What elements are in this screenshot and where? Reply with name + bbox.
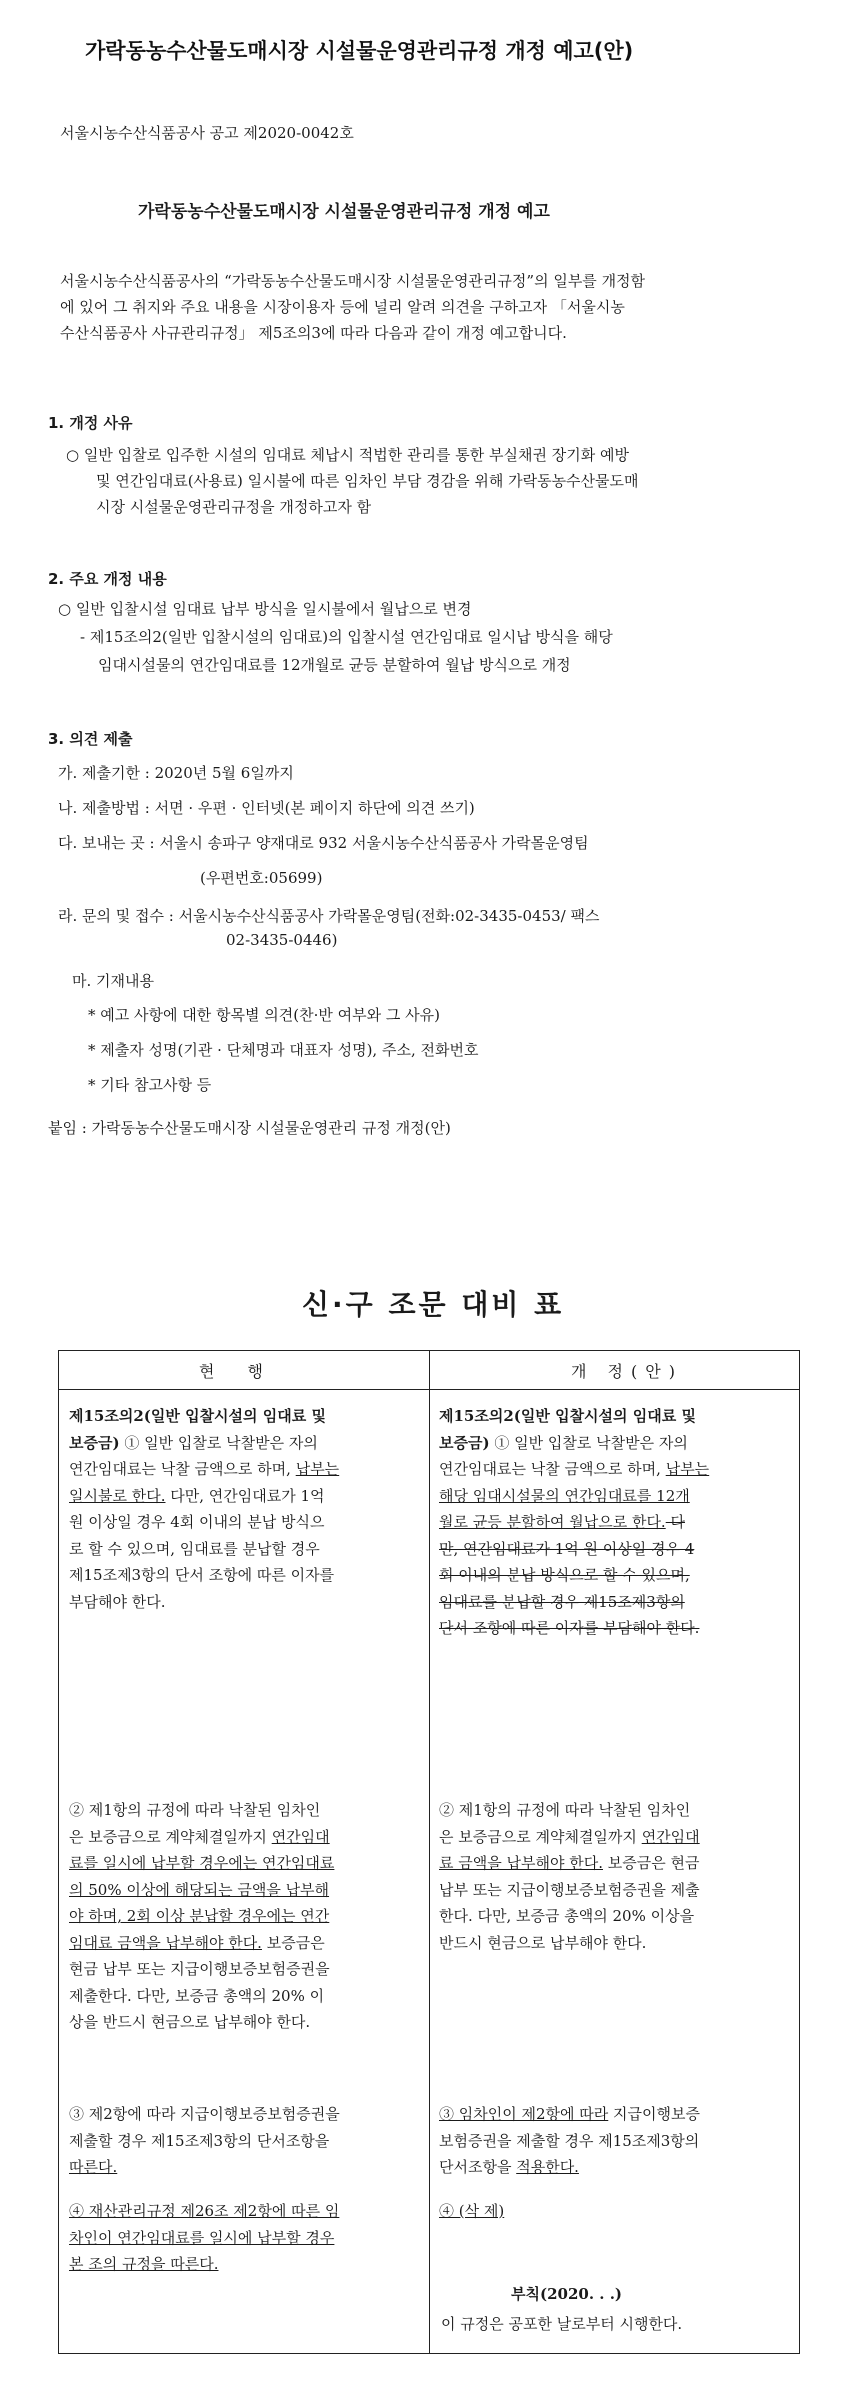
revised-column-header: 개 정(안) (571, 1362, 683, 1381)
section-2-line-3: 임대시설물의 연간임대료를 12개월로 균등 분할하여 월납 방식으로 개정 (98, 656, 571, 674)
section-2-heading: 2. 주요 개정 내용 (48, 570, 167, 588)
addendum-title: 부칙(2020. . .) (511, 2285, 623, 2303)
section-2-line-1: ○ 일반 입찰시설 임대료 납부 방식을 일시불에서 월납으로 변경 (58, 600, 472, 618)
revised-article-para-3: ③ 임차인이 제2항에 따라 지급이행보증 보험증권을 제출할 경우 제15조제3항의 단서조항을 적용한다. (439, 2105, 700, 2176)
opinion-method: 나. 제출방법 : 서면 · 우편 · 인터넷(본 페이지 하단에 의견 쓰기) (58, 799, 475, 817)
current-article-para-4: ④ 재산관리규정 제26조 제2항에 따른 임 차인이 연간임대료를 일시에 납부할 경우 본 조의 규정을 따른다. (69, 2202, 340, 2273)
opinion-fax: 02-3435-0446) (226, 931, 338, 949)
intro-line-2: 에 있어 그 취지와 주요 내용을 시장이용자 등에 널리 알려 의견을 구하고자 「서울시농 (60, 298, 625, 316)
section-1-line-2: 및 연간임대료(사용료) 일시불에 따른 임차인 부담 경감을 위해 가락동농수산물도매 (96, 472, 639, 490)
header-divider (59, 1389, 799, 1390)
opinion-contact: 라. 문의 및 접수 : 서울시농수산식품공사 가락몰운영팀(전화:02-3435-0453/ 팩스 (58, 907, 600, 925)
notice-number: 서울시농수산식품공사 공고 제2020-0042호 (60, 124, 354, 142)
comparison-title: 신·구 조문 대비 표 (302, 1288, 565, 1321)
opinion-deadline: 가. 제출기한 : 2020년 5월 6일까지 (58, 764, 294, 782)
current-article-para-2: ② 제1항의 규정에 따라 낙찰된 임차인 은 보증금으로 계약체결일까지 연간임대 료를 일시에 납부할 경우에는 연간임대료 의 50% 이상에 해당되는 금액을 납부해 야 하며, 2회 이상 분납할 경우에는 연간 임대료 금액을 납부해야 한다. 보증금은 현금 납부 또는 지급이행보증보험증권을 제출한다. 다만, 보증금 총액의 20% 이 상을 반드시 현금으로 납부해야 한다. (69, 1801, 335, 2031)
comparison-table (58, 1350, 800, 2354)
opinion-content-heading: 마. 기재내용 (72, 972, 154, 990)
column-divider (429, 1351, 430, 2353)
current-column-header: 현 행 (199, 1362, 277, 1381)
content-bullet-3: * 기타 참고사항 등 (88, 1076, 212, 1094)
revised-article-para-2: ② 제1항의 규정에 따라 낙찰된 임차인 은 보증금으로 계약체결일까지 연간임대 료 금액을 납부해야 한다. 보증금은 현금 납부 또는 지급이행보증보험증권을 제출 한다. 다만, 보증금 총액의 20% 이상을 반드시 현금으로 납부해야 한다. (439, 1801, 700, 1952)
page-title: 가락동농수산물도매시장 시설물운영관리규정 개정 예고(안) (85, 39, 634, 63)
notice-subtitle: 가락동농수산물도매시장 시설물운영관리규정 개정 예고 (138, 202, 550, 222)
intro-line-1: 서울시농수산식품공사의 “가락동농수산물도매시장 시설물운영관리규정”의 일부를 개정함 (60, 272, 646, 290)
attachment-line: 붙임 : 가락동농수산물도매시장 시설물운영관리 규정 개정(안) (48, 1119, 451, 1137)
opinion-postcode: (우편번호:05699) (200, 869, 323, 887)
content-bullet-1: * 예고 사항에 대한 항목별 의견(찬·반 여부와 그 사유) (88, 1006, 440, 1024)
revised-article-para-4-deleted: ④ (삭 제) (439, 2202, 505, 2220)
section-1-line-3: 시장 시설물운영관리규정을 개정하고자 함 (96, 498, 372, 516)
content-bullet-2: * 제출자 성명(기관 · 단체명과 대표자 성명), 주소, 전화번호 (88, 1041, 479, 1059)
current-article-para-3: ③ 제2항에 따라 지급이행보증보험증권을 제출할 경우 제15조제3항의 단서조항을 따른다. (69, 2105, 340, 2176)
section-3-heading: 3. 의견 제출 (48, 730, 133, 748)
section-2-line-2: - 제15조의2(일반 입찰시설의 임대료)의 입찰시설 연간임대료 일시납 방식을 해당 (80, 628, 613, 646)
addendum-text: 이 규정은 공포한 날로부터 시행한다. (441, 2315, 683, 2333)
section-1-line-1: ○ 일반 입찰로 입주한 시설의 임대료 체납시 적법한 관리를 통한 부실채권 장기화 예방 (66, 446, 629, 464)
intro-line-3: 수산식품공사 사규관리규정」 제5조의3에 따라 다음과 같이 개정 예고합니다. (60, 324, 567, 342)
section-1-heading: 1. 개정 사유 (48, 414, 133, 432)
current-article-para-1: 제15조의2(일반 입찰시설의 임대료 및 보증금) ① 일반 입찰로 낙찰받은 자의 연간임대료는 낙찰 금액으로 하며, 납부는 일시불로 한다. 다만, 연간임대료가 1억 원 이상일 경우 4회 이내의 분납 방식으 로 할 수 있으며, 임대료를 분납할 경우 제15조제3항의 단서 조항에 따른 이자를 부담해야 한다. (69, 1407, 340, 1611)
opinion-address: 다. 보내는 곳 : 서울시 송파구 양재대로 932 서울시농수산식품공사 가락몰운영팀 (58, 834, 589, 852)
revised-article-para-1: 제15조의2(일반 입찰시설의 임대료 및 보증금) ① 일반 입찰로 낙찰받은 자의 연간임대료는 낙찰 금액으로 하며, 납부는 해당 임대시설물의 연간임대료를 12개 월로 균등 분할하여 월납으로 한다. 다 만, 연간임대료가 1억 원 이상일 경우 4 회 이내의 분납 방식으로 할 수 있으며, 임대료를 분납할 경우 제15조제3항의 단서 조항에 따른 이자를 부담해야 한다. (439, 1407, 710, 1637)
